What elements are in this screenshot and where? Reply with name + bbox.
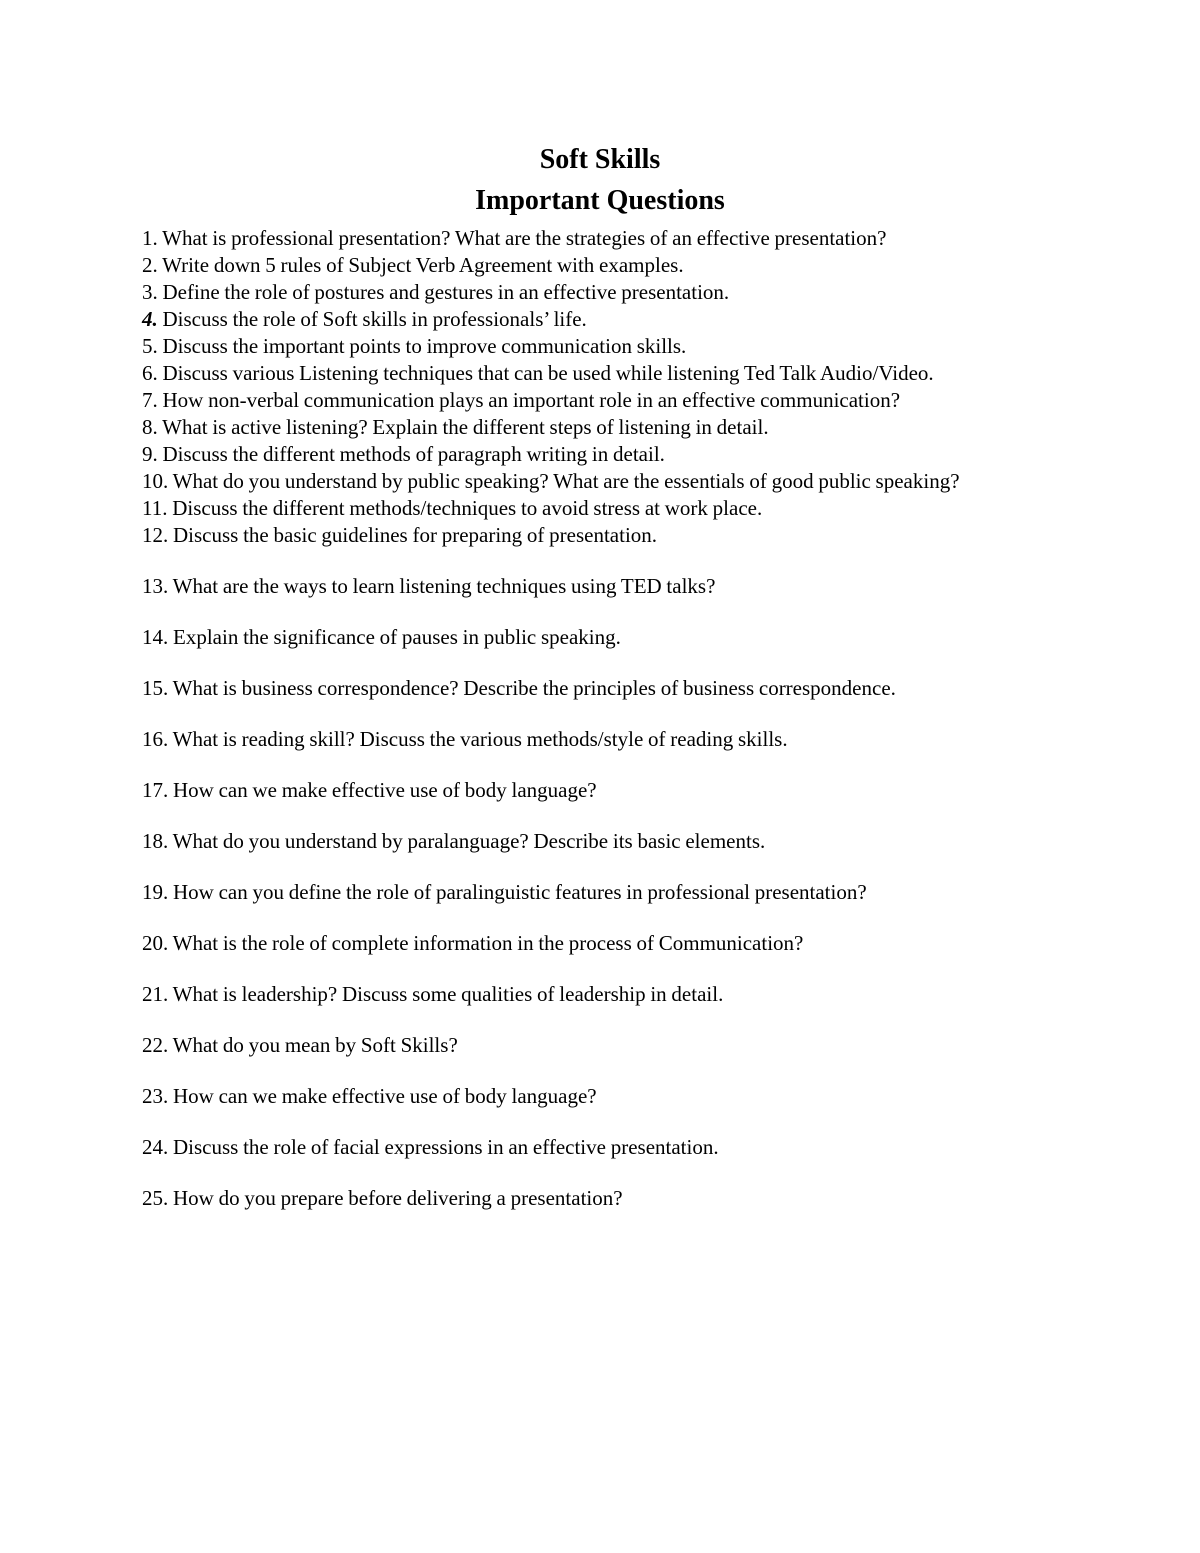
- question-number: 13.: [142, 574, 169, 598]
- question-number: 15.: [142, 676, 169, 700]
- question-item: [142, 573, 1042, 600]
- question-item: [142, 675, 1042, 702]
- question-text: Discuss the role of Soft skills in professionals’ life.: [162, 307, 587, 331]
- question-item: [142, 387, 1042, 414]
- question-text: What is reading skill? Discuss the various methods/style of reading skills.: [172, 727, 788, 751]
- question-number: 16.: [142, 727, 169, 751]
- question-item: [142, 828, 1042, 855]
- question-text: Write down 5 rules of Subject Verb Agreement with examples.: [162, 253, 684, 277]
- question-number: 4.: [142, 307, 158, 331]
- question-text: What do you mean by Soft Skills?: [172, 1033, 458, 1057]
- question-item: [142, 1032, 1042, 1059]
- question-number: 24.: [142, 1135, 169, 1159]
- question-number: 1.: [142, 226, 158, 250]
- page-subtitle: Important Questions: [475, 185, 725, 216]
- question-text: What do you understand by public speaking? What are the essentials of good public speaking?: [172, 469, 960, 493]
- question-text: What is leadership? Discuss some qualities of leadership in detail.: [172, 982, 724, 1006]
- question-text: Discuss the role of facial expressions in an effective presentation.: [173, 1135, 719, 1159]
- question-number: 8.: [142, 415, 158, 439]
- question-text: Define the role of postures and gestures in an effective presentation.: [162, 280, 730, 304]
- question-text: Discuss the basic guidelines for preparing of presentation.: [173, 523, 658, 547]
- question-text: What is the role of complete information in the process of Communication?: [172, 931, 804, 955]
- question-number: 2.: [142, 253, 158, 277]
- question-text: What are the ways to learn listening techniques using TED talks?: [172, 574, 716, 598]
- question-item: [142, 225, 1042, 252]
- question-number: 9.: [142, 442, 158, 466]
- page-title: Soft Skills: [539, 144, 661, 175]
- question-item: [142, 879, 1042, 906]
- question-text: Discuss the important points to improve communication skills.: [162, 334, 687, 358]
- question-text: Explain the significance of pauses in public speaking.: [173, 625, 621, 649]
- question-number: 20.: [142, 931, 169, 955]
- question-item: [142, 468, 1042, 495]
- question-item: [142, 252, 1042, 279]
- question-item: [142, 1083, 1042, 1110]
- question-text: Discuss the different methods of paragraph writing in detail.: [162, 442, 665, 466]
- question-list: [142, 225, 1042, 1212]
- question-number: 18.: [142, 829, 169, 853]
- question-item: [142, 522, 1042, 549]
- question-text: What is professional presentation? What are the strategies of an effective presentation?: [162, 226, 887, 250]
- question-item: [142, 495, 1042, 522]
- question-number: 17.: [142, 778, 169, 802]
- question-number: 7.: [142, 388, 158, 412]
- question-number: 5.: [142, 334, 158, 358]
- question-number: 12.: [142, 523, 169, 547]
- question-number: 6.: [142, 361, 158, 385]
- question-item: [142, 930, 1042, 957]
- question-item: [142, 1185, 1042, 1212]
- question-item: [142, 360, 1042, 387]
- question-number: 11.: [142, 496, 168, 520]
- question-item: [142, 1134, 1042, 1161]
- question-item: [142, 279, 1042, 306]
- question-item: [142, 981, 1042, 1008]
- question-text: Discuss various Listening techniques that can be used while listening Ted Talk Audio/Video.: [162, 361, 934, 385]
- question-item: [142, 414, 1042, 441]
- question-number: 19.: [142, 880, 169, 904]
- question-number: 25.: [142, 1186, 169, 1210]
- question-number: 10.: [142, 469, 169, 493]
- question-number: 22.: [142, 1033, 169, 1057]
- question-item: [142, 333, 1042, 360]
- question-text: How can you define the role of paralinguistic features in professional presentation?: [173, 880, 867, 904]
- question-text: How can we make effective use of body language?: [173, 778, 597, 802]
- question-number: 23.: [142, 1084, 169, 1108]
- question-item: [142, 624, 1042, 651]
- question-text: How non-verbal communication plays an important role in an effective communication?: [162, 388, 901, 412]
- question-item: [142, 306, 1042, 333]
- question-item: [142, 726, 1042, 753]
- question-text: How can we make effective use of body language?: [173, 1084, 597, 1108]
- question-number: 21.: [142, 982, 169, 1006]
- question-number: 14.: [142, 625, 169, 649]
- question-item: [142, 777, 1042, 804]
- question-item: [142, 441, 1042, 468]
- question-text: What is business correspondence? Describe the principles of business correspondence.: [172, 676, 896, 700]
- question-number: 3.: [142, 280, 158, 304]
- question-text: What do you understand by paralanguage? Describe its basic elements.: [172, 829, 766, 853]
- question-text: What is active listening? Explain the different steps of listening in detail.: [162, 415, 769, 439]
- question-text: How do you prepare before delivering a presentation?: [173, 1186, 623, 1210]
- question-text: Discuss the different methods/techniques to avoid stress at work place.: [172, 496, 763, 520]
